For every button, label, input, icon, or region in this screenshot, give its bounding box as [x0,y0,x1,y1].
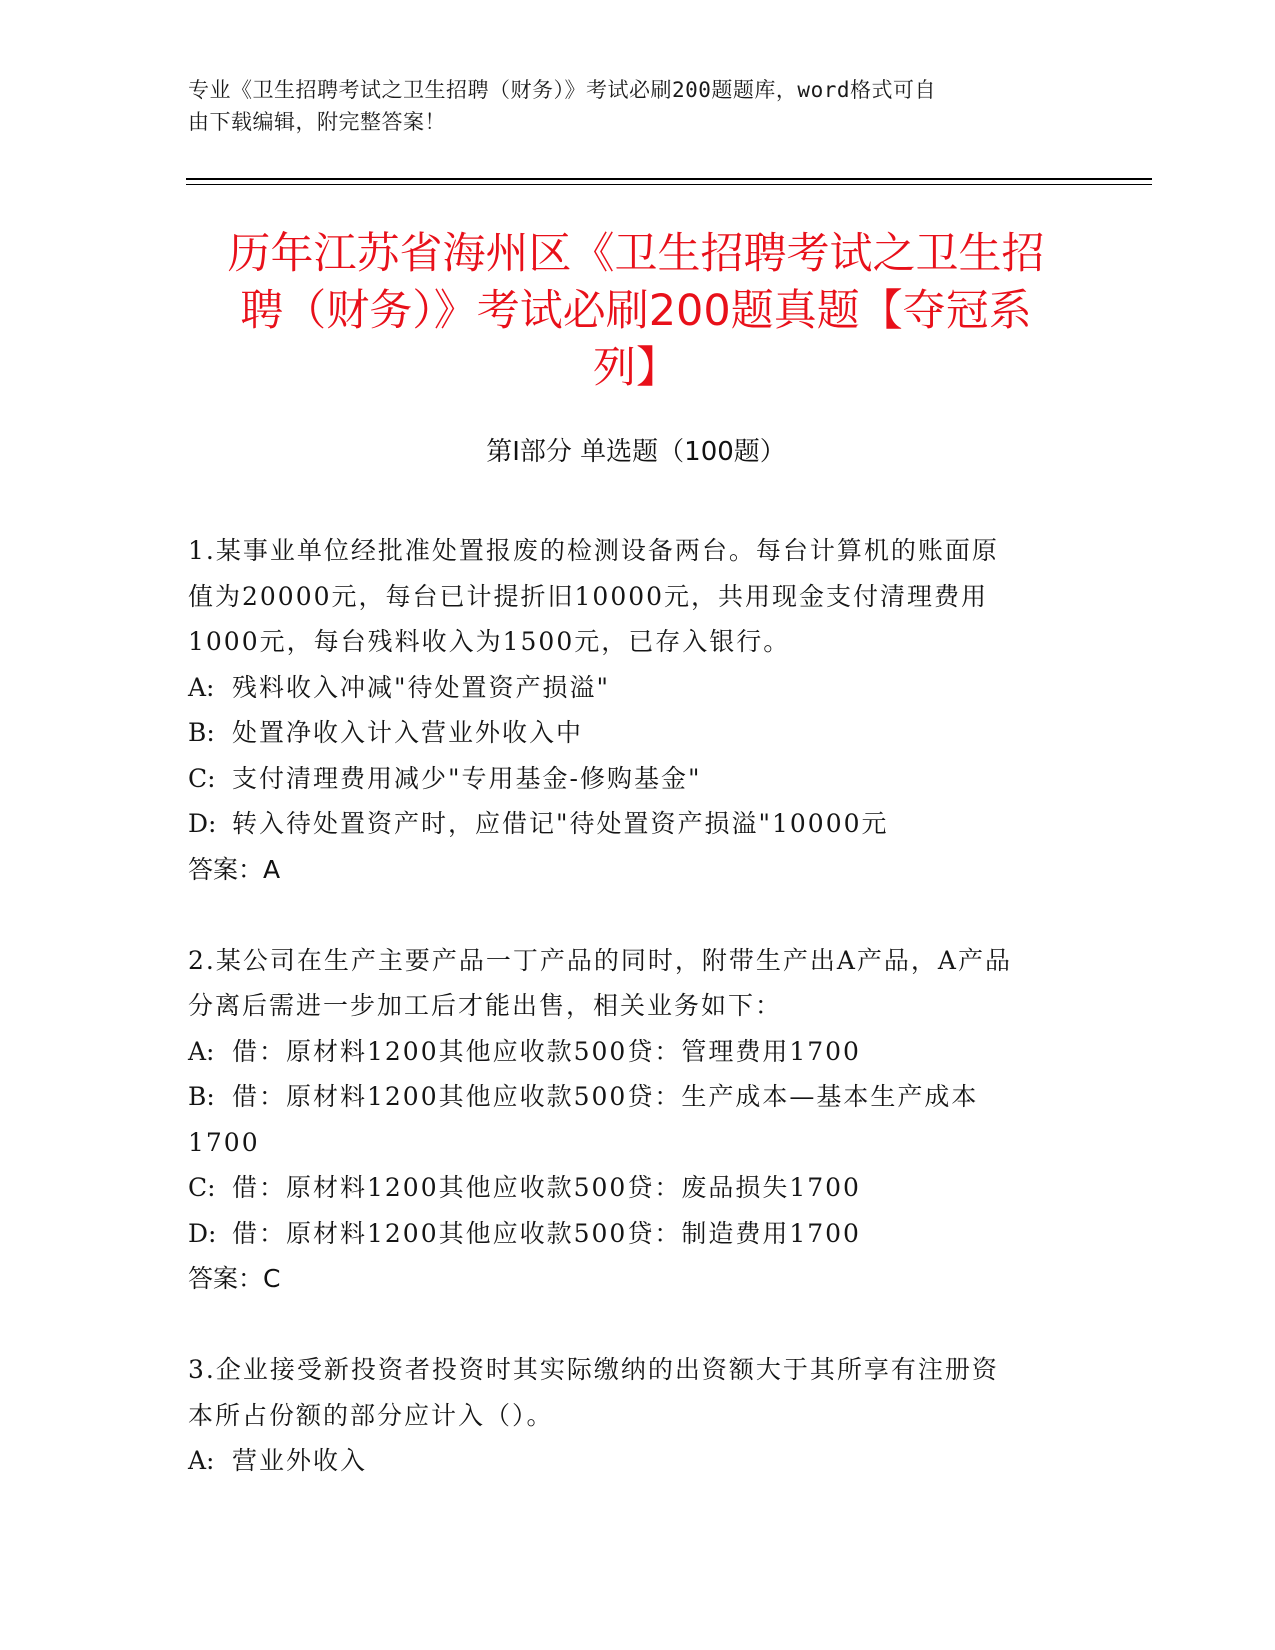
question-text-line: 分离后需进一步加工后才能出售，相关业务如下： [188,991,783,1020]
option-text: 残料收入冲减"待处置资产损溢" [232,672,610,702]
document-title-line-1: 历年江苏省海州区《卫生招聘考试之卫生招 [227,229,1045,279]
option-text: 借：原材料1200其他应收款500贷：生产成本—基本生产成本 [232,1082,979,1111]
option-text: 营业外收入 [232,1446,368,1475]
question-2 [188,938,1088,1302]
document-title-line-3: 列】 [593,343,679,393]
option-letter: D: [188,809,217,838]
question-text-line: 3.企业接受新投资者投资时其实际缴纳的出资额大于其所享有注册资 [188,1355,999,1384]
option-letter: C: [188,763,216,793]
option-c [188,756,1088,802]
option-b [188,1074,1088,1120]
option-text: 处置净收入计入营业外收入中 [232,718,584,747]
option-text: 借：原材料1200其他应收款500贷：废品损失1700 [232,1173,861,1202]
question-text-line: 1.某事业单位经批准处置报废的检测设备两台。每台计算机的账面原 [188,536,999,565]
question-3 [188,1347,1088,1484]
option-text: 转入待处置资产时，应借记"待处置资产损溢"10000元 [232,809,889,838]
option-letter: D: [188,1218,217,1248]
option-d [188,801,1088,847]
section-heading: 第I部分 单选题（100题） [486,437,786,467]
answer-line: 答案：A [188,854,281,884]
option-letter: A: [188,1036,215,1066]
question-text-line: 值为20000元，每台已计提折旧10000元，共用现金支付清理费用 [188,581,989,611]
option-letter: A: [188,672,215,702]
question-text-line: 2.某公司在生产主要产品一丁产品的同时，附带生产出A产品，A产品 [188,945,1012,975]
header-divider-thick [186,178,1152,180]
option-letter: C: [188,1173,216,1202]
option-text: 支付清理费用减少"专用基金-修购基金" [232,763,702,793]
question-1 [188,528,1088,892]
option-b [188,710,1088,756]
option-a [188,1438,1088,1484]
option-d [188,1211,1088,1257]
header-note-line-2: 由下载编辑，附完整答案！ [188,110,446,134]
option-letter: A: [188,1446,215,1475]
option-text: 借：原材料1200其他应收款500贷：制造费用1700 [232,1218,861,1248]
question-list [188,528,1088,1530]
option-text: 借：原材料1200其他应收款500贷：管理费用1700 [232,1036,861,1066]
question-text-line: 1000元，每台残料收入为1500元，已存入银行。 [188,627,791,656]
option-letter: B: [188,718,215,747]
option-b-continued: 1700 [188,1127,260,1157]
option-a [188,1029,1088,1075]
option-a [188,665,1088,711]
option-letter: B: [188,1082,215,1111]
header-note-line-1: 专业《卫生招聘考试之卫生招聘（财务）》考试必刷200题题库，word格式可自 [188,78,936,102]
header-divider-thin [186,184,1152,185]
question-text-line: 本所占份额的部分应计入（）。 [188,1400,554,1430]
option-c [188,1165,1088,1211]
answer-line: 答案：C [188,1264,281,1293]
document-title [186,226,1086,397]
header-note [188,74,1068,138]
document-title-line-2: 聘（财务）》考试必刷200题真题【夺冠系 [240,286,1032,336]
